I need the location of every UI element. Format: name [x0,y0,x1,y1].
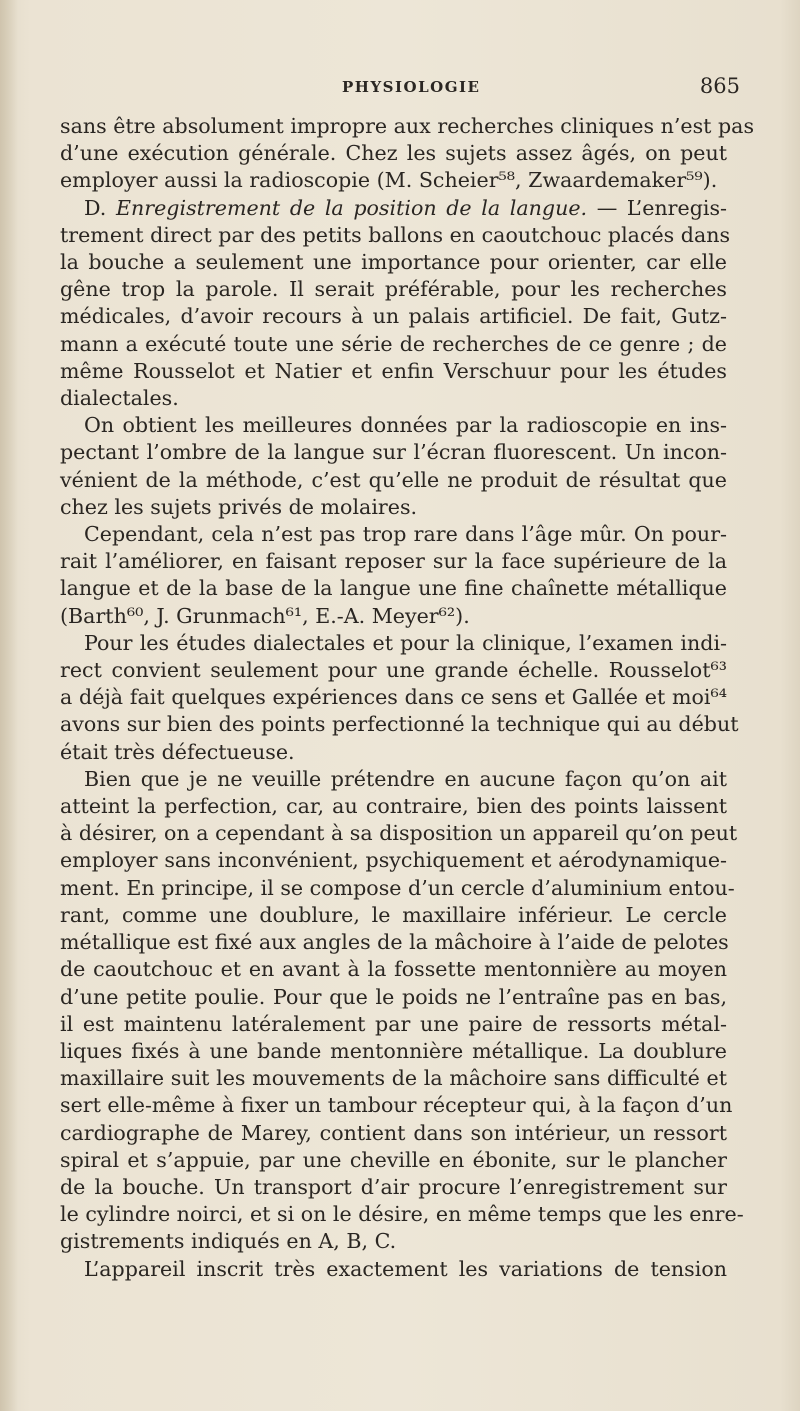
text-line: métallique est fixé aux angles de la mâchoire à l’aide de pelotes [60,930,729,955]
paragraph [60,630,739,766]
page-header [60,74,740,104]
text-line: d’une petite poulie. Pour que le poids ne l’entraîne pas en bas, [60,984,727,1009]
text-line: sans être absolument impropre aux recherches cliniques n’est pas [60,114,755,138]
text-line: Cependant, cela n’est pas trop rare dans l’âge mûr. On pour- [84,522,727,547]
text-line: (Barth⁶⁰, J. Grunmach⁶¹, E.-A. Meyer⁶²). [60,603,470,628]
section-label: D. [84,195,107,220]
paragraph [60,521,727,630]
paragraph [60,766,744,1256]
text-line: employer sans inconvénient, psychiquement et aérodynamique- [60,848,727,873]
text-line: était très défectueuse. [60,739,295,764]
text-line: L’appareil inscrit très exactement les variations de tension [84,1256,727,1281]
section-heading-rest: — L’enregis- [587,195,727,220]
text-line: spiral et s’appuie, par une cheville en ébonite, sur le plancher [60,1147,727,1172]
text-line: de caoutchouc et en avant à la fossette mentonnière au moyen [60,957,727,982]
text-line: cardiographe de Marey, contient dans son intérieur, un ressort [60,1120,727,1145]
text-line: rant, comme une doublure, le maxillaire inférieur. Le cercle [60,902,727,927]
paragraph [60,412,727,521]
text-line: il est maintenu latéralement par une paire de ressorts métal- [60,1011,727,1036]
text-line: atteint la perfection, car, au contraire, bien des points laissent [60,794,727,819]
text-line: d’une exécution générale. Chez les sujets assez âgés, on peut [60,141,727,166]
text-line: mann a exécuté toute une série de recherches de ce genre ; de [60,331,727,356]
text-line: trement direct par des petits ballons en caoutchouc placés dans [60,222,731,247]
text-line: Bien que je ne veuille prétendre en aucune façon qu’on ait [84,766,727,791]
section-title: Enregistrement de la position de la langue. [115,195,588,220]
text-line: Pour les études dialectales et pour la clinique, l’examen indi- [84,630,727,655]
paragraph [60,195,731,413]
page-edge-shadow [0,0,18,1411]
text-line: gêne trop la parole. Il serait préférable, pour les recherches [60,277,727,302]
text-line: pectant l’ombre de la langue sur l’écran fluorescent. Un incon- [60,440,727,465]
text-line: la bouche a seulement une importance pour orienter, car elle [60,250,727,275]
text-line: le cylindre noirci, et si on le désire, en même temps que les enre- [60,1202,744,1227]
text-line: liques fixés à une bande mentonnière métallique. La doublure [60,1038,727,1063]
text-line: à désirer, on a cependant à sa disposition un appareil qu’on peut [60,821,738,846]
text-line: maxillaire suit les mouvements de la mâchoire sans difficulté et [60,1066,727,1091]
text-line: rait l’améliorer, en faisant reposer sur la face supérieure de la [60,549,727,574]
text-line: sert elle-même à fixer un tambour récepteur qui, à la façon d’un [60,1093,733,1118]
text-line: gistrements indiqués en A, B, C. [60,1229,397,1254]
text-line: On obtient les meilleures données par la radioscopie en ins- [84,413,727,438]
paragraph [60,1256,727,1283]
paragraph [60,113,755,195]
text-line: vénient de la méthode, c’est qu’elle ne produit de résultat que [60,467,727,492]
text-line: dialectales. [60,386,179,411]
text-line: langue et de la base de la langue une fine chaînette métallique [60,576,727,601]
text-line: avons sur bien des points perfectionné la technique qui au début [60,712,739,737]
text-line: de la bouche. Un transport d’air procure l’enregistrement sur [60,1174,727,1199]
section-heading-line [60,195,727,222]
page-number: 865 [699,74,740,98]
text-line: médicales, d’avoir recours à un palais artificiel. De fait, Gutz- [60,304,727,329]
running-title: PHYSIOLOGIE [342,78,481,96]
text-line: a déjà fait quelques expériences dans ce sens et Gallée et moi⁶⁴ [60,685,727,710]
text-line: chez les sujets privés de molaires. [60,494,418,519]
text-line: employer aussi la radioscopie (M. Scheier⁵⁸, Zwaardemaker⁵⁹). [60,168,718,193]
text-line: même Rousselot et Natier et enfin Verschuur pour les études [60,358,727,383]
text-line: ment. En principe, il se compose d’un cercle d’aluminium entou- [60,875,735,900]
body-text [60,113,755,1283]
text-line: rect convient seulement pour une grande échelle. Rousselot⁶³ [60,658,727,683]
